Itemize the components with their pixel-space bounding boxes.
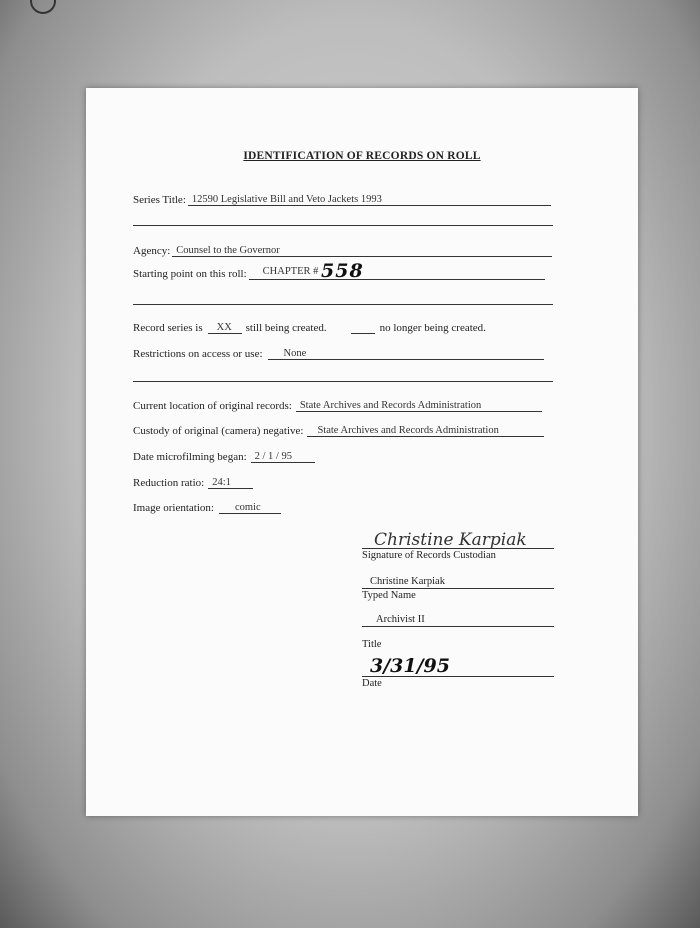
date-value: 3/31/95 <box>370 655 450 677</box>
orientation-value: comic <box>234 502 261 513</box>
date-began-row <box>133 448 315 463</box>
orientation-label: Image orientation: <box>133 502 214 514</box>
still-created-field[interactable] <box>208 319 242 334</box>
orientation-row <box>133 499 281 514</box>
starting-point-handwritten: 558 <box>321 260 364 282</box>
date-field[interactable] <box>362 656 554 677</box>
starting-point-value: CHAPTER # <box>262 266 319 277</box>
custody-label: Custody of original (camera) negative: <box>133 425 304 437</box>
no-longer-label: no longer being created. <box>379 322 486 334</box>
signature-block <box>362 530 554 561</box>
starting-point-field[interactable] <box>249 260 545 282</box>
restrictions-value: None <box>283 348 307 359</box>
agency-value: Counsel to the Governor <box>176 245 280 256</box>
starting-point-extra-line <box>133 304 553 305</box>
date-began-value: 2 / 1 / 95 <box>254 451 292 462</box>
title-field[interactable] <box>362 608 554 627</box>
form-page <box>86 88 638 816</box>
custody-value: State Archives and Records Administration <box>317 425 499 436</box>
title-block <box>362 608 554 650</box>
restrictions-label: Restrictions on access or use: <box>133 348 263 360</box>
reduction-row <box>133 474 253 489</box>
date-caption: Date <box>362 678 382 689</box>
record-series-label: Record series is <box>133 322 203 334</box>
typed-name-block <box>362 570 554 601</box>
no-longer-field[interactable] <box>351 319 375 334</box>
current-location-row <box>133 397 542 412</box>
starting-point-label: Starting point on this roll: <box>133 268 247 280</box>
series-title-value: 12590 Legislative Bill and Veto Jackets 1993 <box>191 194 382 205</box>
orientation-field[interactable] <box>219 499 281 514</box>
form-title: IDENTIFICATION OF RECORDS ON ROLL <box>243 150 481 162</box>
reduction-field[interactable] <box>208 474 253 489</box>
reduction-label: Reduction ratio: <box>133 477 205 489</box>
current-location-label: Current location of original records: <box>133 400 292 412</box>
starting-point-row <box>133 260 545 282</box>
date-block <box>362 656 554 689</box>
agency-field[interactable] <box>172 242 552 257</box>
still-created-label: still being created. <box>245 322 327 334</box>
custody-row <box>133 422 544 437</box>
record-series-row <box>133 319 488 334</box>
reduction-value: 24:1 <box>212 477 231 488</box>
series-title-extra-line <box>133 225 553 226</box>
agency-row <box>133 242 552 257</box>
title-value: Archivist II <box>376 614 425 625</box>
restrictions-row <box>133 345 544 360</box>
record-series-mark: XX <box>216 322 232 333</box>
typed-name-field[interactable] <box>362 570 554 589</box>
series-title-field[interactable] <box>188 191 551 206</box>
date-began-label: Date microfilming began: <box>133 451 247 463</box>
typed-name-value: Christine Karpiak <box>370 576 445 587</box>
custodian-signature: Christine Karpiak <box>374 530 527 550</box>
custody-field[interactable] <box>307 422 544 437</box>
signature-caption: Signature of Records Custodian <box>362 550 496 561</box>
agency-label: Agency: <box>133 245 171 257</box>
current-location-value: State Archives and Records Administration <box>299 400 482 411</box>
restrictions-extra-line <box>133 381 553 382</box>
restrictions-field[interactable] <box>268 345 544 360</box>
signature-field[interactable] <box>362 530 554 549</box>
corner-mark <box>30 0 56 14</box>
title-caption: Title <box>362 639 382 650</box>
typed-name-caption: Typed Name <box>362 590 416 601</box>
date-began-field[interactable] <box>251 448 315 463</box>
series-title-row <box>133 191 551 206</box>
current-location-field[interactable] <box>296 397 542 412</box>
series-title-label: Series Title: <box>133 194 186 206</box>
